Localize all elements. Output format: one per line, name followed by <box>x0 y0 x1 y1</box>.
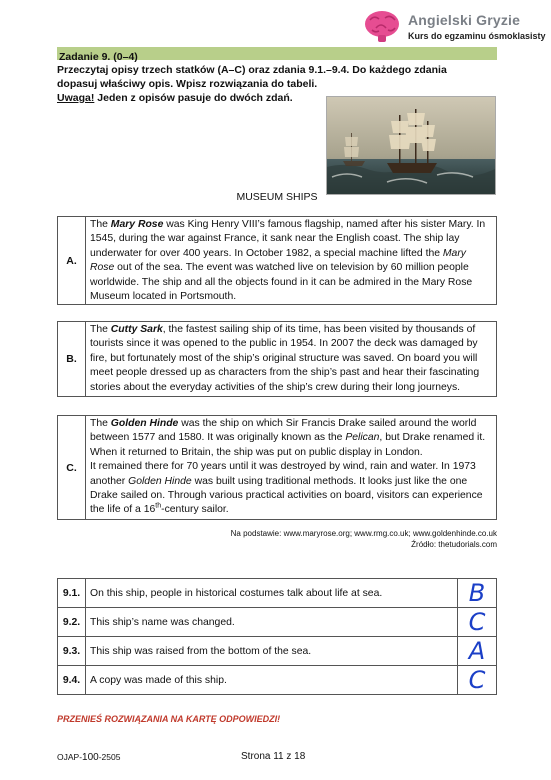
section-heading: MUSEUM SHIPS <box>236 191 318 203</box>
task-header-bar <box>57 47 497 63</box>
question-text: On this ship, people in historical costumes talk about life at sea. <box>86 579 458 608</box>
question-text: This ship’s name was changed. <box>86 608 458 637</box>
description-letter: C. <box>58 416 86 519</box>
description-text <box>86 322 496 396</box>
page-number: Strona 11 z 18 <box>241 751 306 762</box>
description-box-b <box>57 321 497 397</box>
task-header: Zadanie 9. (0–4) <box>59 51 138 63</box>
exam-code-number: 100 <box>82 752 99 763</box>
ship-name-italic: Pelican <box>345 432 380 444</box>
superscript: th <box>155 502 162 510</box>
description-letter: A. <box>58 217 86 304</box>
table-row <box>58 666 497 695</box>
ship-name-italic: Mary Rose <box>90 247 466 274</box>
question-number: 9.3. <box>58 637 86 666</box>
transfer-answers-note: PRZENIEŚ ROZWIĄZANIA NA KARTĘ ODPOWIEDZI! <box>57 714 281 724</box>
answer-cell[interactable]: C <box>458 666 497 695</box>
table-row <box>58 637 497 666</box>
logo-title: Angielski Gryzie <box>408 12 521 28</box>
exam-code-suffix: -2505 <box>98 752 121 762</box>
text-run: was built using traditional methods. It looks just like the one Drake sailed on. Through various practical activities on board, visitors can experience the life of a 16 <box>90 475 483 516</box>
answer-cell[interactable]: C <box>458 608 497 637</box>
exam-code <box>57 752 120 763</box>
question-number: 9.1. <box>58 579 86 608</box>
answer-cell[interactable]: A <box>458 637 497 666</box>
text-run: It remained there for 70 years until it was destroyed by wind, rain and water. In 1973 another <box>90 461 476 487</box>
description-box-a <box>57 216 497 305</box>
ship-painting-image <box>327 97 495 194</box>
answers-table <box>57 578 497 695</box>
source-credit: Źródło: thetudorials.com <box>411 540 497 549</box>
logo-subtitle: Kurs do egzaminu ósmoklasisty <box>408 31 546 41</box>
text-run: -century sailor. <box>161 504 229 516</box>
text-run: out of the sea. The event was watched live on television by 60 million people worldwide. The ship and all the objects found in it can be admired in the Mary Rose Museum located in Portsmouth. <box>90 262 473 303</box>
description-text <box>86 416 496 519</box>
table-row <box>58 608 497 637</box>
ship-name-italic: Golden Hinde <box>128 475 192 487</box>
note-label: Uwaga! <box>57 92 95 104</box>
text-run: , the fastest sailing ship of its time, has been visited by thousands of tourists since it was opened to the public in 1954. In 2007 the deck was damaged by fire, but fortunately most of the ship’s original structure was saved. On board you will meet people dressed up as characters from the ship’s past and hear their fascinating stories about the everyday activities of the ship’s crew during their long journeys. <box>90 324 480 393</box>
text-run: , but Drake renamed it. When it returned to Britain, the ship was put on public display in London. <box>90 432 486 458</box>
text-run: was the ship on which Sir Francis Drake sailed around the world between 1577 and 1580. It was originally known as the <box>90 418 477 444</box>
source-line: Na podstawie: www.maryrose.org; www.rmg.co.uk; www.goldenhinde.co.uk <box>230 529 497 538</box>
instruction-line-2: dopasuj właściwy opis. Wpisz rozwiązania do tabeli. <box>57 78 318 90</box>
brain-logo-icon <box>362 8 402 44</box>
answer-cell[interactable]: B <box>458 579 497 608</box>
question-number: 9.4. <box>58 666 86 695</box>
text-run: The <box>90 324 111 335</box>
description-text <box>86 217 496 304</box>
sailing-ship-painting <box>326 96 496 195</box>
question-text: A copy was made of this ship. <box>86 666 458 695</box>
text-run: was King Henry VIII’s famous flagship, named after his sister Mary. In 1545, during the war against France, it sank near the English coast. The ship lay underwater for over 400 years. In October 1982, a special machine lifted the <box>90 219 486 259</box>
instruction-line-1: Przeczytaj opisy trzech statków (A–C) oraz zdania 9.1.–9.4. Do każdego zdania <box>57 64 447 76</box>
description-box-c <box>57 415 497 520</box>
description-letter: B. <box>58 322 86 396</box>
ship-name: Cutty Sark <box>110 324 163 335</box>
question-text: This ship was raised from the bottom of the sea. <box>86 637 458 666</box>
question-number: 9.2. <box>58 608 86 637</box>
note-text: Jeden z opisów pasuje do dwóch zdań. <box>94 92 293 104</box>
ship-name: Golden Hinde <box>110 418 179 429</box>
exam-code-prefix: OJAP- <box>57 752 83 762</box>
text-run: The <box>90 418 111 429</box>
table-row <box>58 579 497 608</box>
text-run: The <box>90 219 111 230</box>
ship-name: Mary Rose <box>110 219 164 230</box>
